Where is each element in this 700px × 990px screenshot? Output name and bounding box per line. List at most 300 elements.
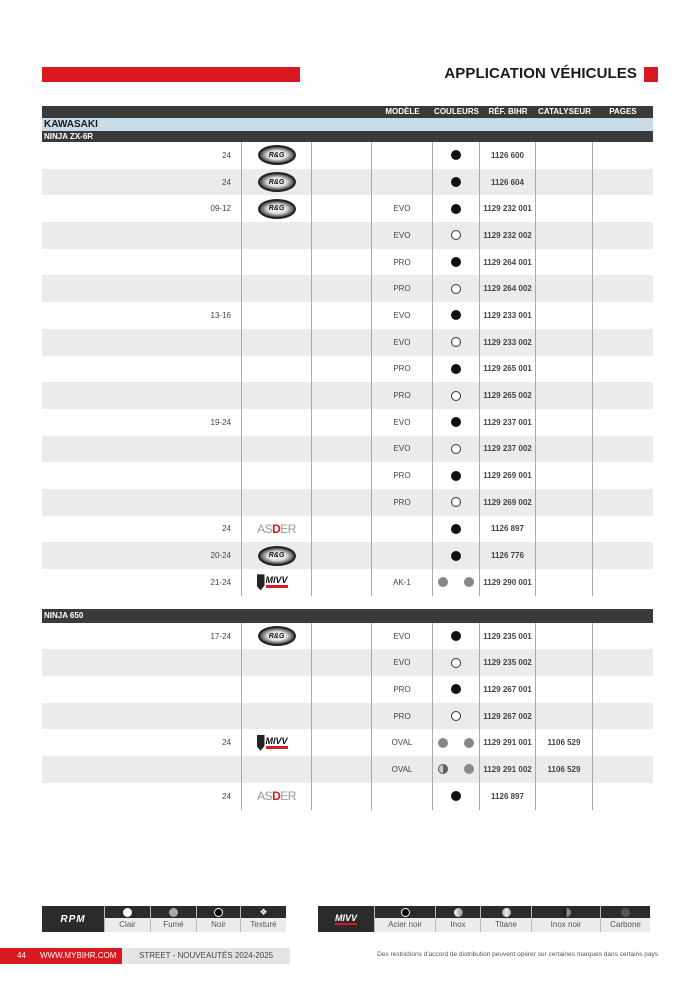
title-red-square [644, 67, 658, 82]
rg-logo: R&G [258, 546, 296, 566]
year-cell [42, 462, 242, 489]
legend-swatch [151, 906, 196, 918]
legend-swatch [481, 906, 531, 918]
year-cell: 24 [42, 516, 242, 543]
brand-logo-cell [242, 142, 312, 169]
table-row [42, 623, 653, 650]
colors-cell [433, 756, 480, 783]
ref-bihr-cell: 1129 264 002 [480, 275, 536, 302]
brand-logo-cell [242, 783, 312, 810]
page-title: APPLICATION VÉHICULES [444, 65, 637, 82]
table-row [42, 302, 653, 329]
catalyseur-cell [536, 569, 593, 596]
catalyseur-cell [536, 382, 593, 409]
legend-swatch [241, 906, 286, 918]
brand-logo-cell [242, 676, 312, 703]
color-dot-icon [438, 738, 448, 748]
pages-cell [593, 142, 653, 169]
color-dot-icon [451, 658, 461, 668]
color-dot-icon [451, 284, 461, 294]
color-dot-icon [451, 684, 461, 694]
catalyseur-cell [536, 329, 593, 356]
modele-cell [372, 783, 433, 810]
header-red-bar [42, 67, 300, 82]
inox-icon [454, 908, 463, 917]
legend-label: Fumé [151, 918, 196, 932]
carbone-icon [621, 908, 630, 917]
year-cell: 13-16 [42, 302, 242, 329]
table-row [42, 169, 653, 196]
ref-bihr-cell: 1129 233 002 [480, 329, 536, 356]
blank-cell [312, 516, 372, 543]
pages-cell [593, 542, 653, 569]
year-cell: 09-12 [42, 195, 242, 222]
brand-logo-cell [242, 542, 312, 569]
blank-cell [312, 142, 372, 169]
colors-cell [433, 783, 480, 810]
blank-cell [312, 569, 372, 596]
legend-label: Inox noir [532, 918, 600, 932]
pages-cell [593, 783, 653, 810]
color-dot-icon [451, 257, 461, 267]
pages-cell [593, 249, 653, 276]
ref-bihr-cell: 1126 776 [480, 542, 536, 569]
blank-cell [312, 542, 372, 569]
brand-logo-cell [242, 275, 312, 302]
modele-cell: EVO [372, 302, 433, 329]
modele-cell [372, 142, 433, 169]
rg-logo: R&G [258, 145, 296, 165]
year-cell [42, 703, 242, 730]
table-row [42, 356, 653, 383]
modele-cell: EVO [372, 195, 433, 222]
colors-cell [433, 329, 480, 356]
mivv-legend-logo: MIVV [318, 906, 374, 932]
legend-item [240, 906, 286, 932]
catalyseur-cell [536, 356, 593, 383]
modele-cell: AK-1 [372, 569, 433, 596]
modele-cell: EVO [372, 222, 433, 249]
asider-logo-part: AS [257, 789, 273, 804]
modele-cell: PRO [372, 676, 433, 703]
catalyseur-cell [536, 302, 593, 329]
year-cell [42, 356, 242, 383]
asider-logo-part: ER [280, 521, 296, 536]
pages-cell [593, 222, 653, 249]
mivv-logo [257, 734, 297, 752]
ref-bihr-cell: 1129 290 001 [480, 569, 536, 596]
catalyseur-cell [536, 169, 593, 196]
table-row [42, 142, 653, 169]
color-dot-icon [451, 150, 461, 160]
catalyseur-cell [536, 436, 593, 463]
year-cell [42, 649, 242, 676]
modele-cell: PRO [372, 703, 433, 730]
ref-bihr-cell: 1129 264 001 [480, 249, 536, 276]
colors-cell [433, 542, 480, 569]
blank-cell [312, 729, 372, 756]
modele-cell: PRO [372, 275, 433, 302]
mivv-shield-icon [257, 574, 265, 590]
colors-cell [433, 275, 480, 302]
colors-cell [433, 623, 480, 650]
colors-cell [433, 649, 480, 676]
year-cell [42, 275, 242, 302]
colors-cell [433, 302, 480, 329]
table-row [42, 729, 653, 756]
colors-cell [433, 569, 480, 596]
table-row [42, 649, 653, 676]
blank-cell [312, 356, 372, 383]
ref-bihr-cell: 1129 269 002 [480, 489, 536, 516]
year-cell [42, 382, 242, 409]
ref-bihr-cell: 1129 237 002 [480, 436, 536, 463]
legend-swatch [375, 906, 435, 918]
rg-logo: R&G [258, 199, 296, 219]
year-cell: 24 [42, 783, 242, 810]
brand-logo-cell [242, 703, 312, 730]
catalyseur-cell [536, 623, 593, 650]
brand-logo-cell [242, 169, 312, 196]
brand-logo-cell [242, 329, 312, 356]
legend-swatch [601, 906, 650, 918]
color-dot-icon [451, 417, 461, 427]
blank-cell [312, 222, 372, 249]
color-dot-icon [451, 497, 461, 507]
colors-cell [433, 382, 480, 409]
table-row [42, 382, 653, 409]
blank-cell [312, 756, 372, 783]
ref-bihr-cell: 1126 600 [480, 142, 536, 169]
blank-cell [312, 329, 372, 356]
legend-item [600, 906, 650, 932]
ref-bihr-cell: 1126 604 [480, 169, 536, 196]
legend-item [196, 906, 240, 932]
pages-cell [593, 756, 653, 783]
color-dot-icon [451, 391, 461, 401]
blank-cell [312, 409, 372, 436]
brand-logo-cell [242, 195, 312, 222]
table-row [42, 569, 653, 596]
catalyseur-cell: 1106 529 [536, 729, 593, 756]
color-dot-icon [451, 444, 461, 454]
brand-logo-cell [242, 356, 312, 383]
legend-item [104, 906, 150, 932]
blank-cell [312, 489, 372, 516]
col-ref: RÉF. BIHR [488, 107, 528, 116]
blank-cell [312, 249, 372, 276]
colors-cell [433, 195, 480, 222]
catalyseur-cell [536, 676, 593, 703]
color-dot-icon [464, 577, 474, 587]
pages-cell [593, 489, 653, 516]
modele-cell [372, 516, 433, 543]
colors-cell [433, 356, 480, 383]
year-cell [42, 676, 242, 703]
modele-cell: OVAL [372, 756, 433, 783]
titane-icon [502, 908, 511, 917]
year-cell: 19-24 [42, 409, 242, 436]
modele-cell: EVO [372, 436, 433, 463]
brand-logo-cell [242, 729, 312, 756]
colors-cell [433, 703, 480, 730]
table-row [42, 195, 653, 222]
footer-disclaimer: Des restrictions d'accord de distribution peuvent opérer sur certaines marques dans certains pays [377, 951, 658, 958]
ref-bihr-cell: 1129 291 002 [480, 756, 536, 783]
blank-cell [312, 302, 372, 329]
modele-cell: PRO [372, 489, 433, 516]
modele-cell: EVO [372, 649, 433, 676]
modele-cell: PRO [372, 249, 433, 276]
ref-bihr-cell: 1129 235 001 [480, 623, 536, 650]
pages-cell [593, 329, 653, 356]
legend-swatch [532, 906, 600, 918]
pages-cell [593, 516, 653, 543]
mivv-logo-text: MIVV [266, 737, 288, 749]
table-row [42, 516, 653, 543]
legend-item [531, 906, 600, 932]
catalyseur-cell [536, 489, 593, 516]
colors-cell [433, 169, 480, 196]
brand-bar: KAWASAKI [42, 118, 653, 131]
colors-cell [433, 729, 480, 756]
catalyseur-cell [536, 195, 593, 222]
colors-cell [433, 676, 480, 703]
color-dot-icon [451, 337, 461, 347]
pages-cell [593, 676, 653, 703]
rg-logo: R&G [258, 172, 296, 192]
pages-cell [593, 275, 653, 302]
color-dot-icon [451, 471, 461, 481]
legend-label: Titane [481, 918, 531, 932]
col-pages: PAGES [609, 107, 637, 116]
color-dot-icon [438, 764, 448, 774]
ref-bihr-cell: 1129 269 001 [480, 462, 536, 489]
fume-icon [169, 908, 178, 917]
ref-bihr-cell: 1129 237 001 [480, 409, 536, 436]
brand-logo-cell [242, 623, 312, 650]
colors-cell [433, 436, 480, 463]
modele-cell: PRO [372, 356, 433, 383]
colors-cell [433, 142, 480, 169]
col-modele: MODÈLE [385, 107, 420, 116]
colors-cell [433, 462, 480, 489]
blank-cell [312, 462, 372, 489]
acier-noir-icon [401, 908, 410, 917]
catalyseur-cell [536, 275, 593, 302]
color-dot-icon [451, 631, 461, 641]
table-row [42, 222, 653, 249]
asider-logo-part: D [272, 789, 281, 804]
noir-icon [214, 908, 223, 917]
legend-rpm [42, 906, 286, 932]
table-row [42, 436, 653, 463]
catalyseur-cell [536, 409, 593, 436]
legend-label: Noir [197, 918, 240, 932]
colors-cell [433, 409, 480, 436]
asider-logo-part: D [272, 521, 281, 536]
catalog-name: STREET - NOUVEAUTÉS 2024-2025 [122, 948, 290, 964]
year-cell: 24 [42, 169, 242, 196]
table-row [42, 249, 653, 276]
color-dot-icon [451, 204, 461, 214]
legend-label: Clair [105, 918, 150, 932]
website-link[interactable]: WWW.MYBIHR.COM [40, 951, 117, 960]
pages-cell [593, 649, 653, 676]
legend-label: Texturé [241, 918, 286, 932]
color-dot-icon [451, 711, 461, 721]
mivv-shield-icon [257, 735, 265, 751]
colors-cell [433, 489, 480, 516]
color-dot-icon [451, 551, 461, 561]
color-dot-icon [451, 791, 461, 801]
color-dot-icon [438, 577, 448, 587]
column-header-row [42, 106, 653, 118]
colors-cell [433, 249, 480, 276]
year-cell [42, 489, 242, 516]
inox-noir-icon [562, 908, 571, 917]
catalyseur-cell: 1106 529 [536, 756, 593, 783]
brand-logo-cell [242, 569, 312, 596]
brand-logo-cell [242, 409, 312, 436]
year-cell: 17-24 [42, 623, 242, 650]
brand-logo-cell [242, 436, 312, 463]
rg-logo: R&G [258, 626, 296, 646]
blank-cell [312, 623, 372, 650]
legend-swatch [197, 906, 240, 918]
catalyseur-cell [536, 142, 593, 169]
blank-cell [312, 783, 372, 810]
brand-logo-cell [242, 756, 312, 783]
catalyseur-cell [536, 462, 593, 489]
color-dot-icon [464, 764, 474, 774]
blank-cell [312, 169, 372, 196]
catalyseur-cell [536, 516, 593, 543]
modele-cell: OVAL [372, 729, 433, 756]
table-row [42, 756, 653, 783]
asider-logo-part: AS [257, 521, 273, 536]
brand-logo-cell [242, 249, 312, 276]
legend-item [435, 906, 480, 932]
catalyseur-cell [536, 222, 593, 249]
footer-red-block [0, 948, 122, 964]
pages-cell [593, 729, 653, 756]
brand-logo-cell [242, 489, 312, 516]
asider-logo [257, 522, 296, 536]
table-row [42, 783, 653, 810]
blank-cell [312, 382, 372, 409]
pages-cell [593, 623, 653, 650]
ref-bihr-cell: 1129 265 001 [480, 356, 536, 383]
pages-cell [593, 569, 653, 596]
ref-bihr-cell: 1126 897 [480, 516, 536, 543]
model-bar: NINJA ZX-6R [42, 131, 653, 142]
brand-logo-cell [242, 302, 312, 329]
modele-cell: PRO [372, 462, 433, 489]
year-cell: 20-24 [42, 542, 242, 569]
mivv-logo-text: MIVV [266, 576, 288, 588]
pages-cell [593, 169, 653, 196]
year-cell [42, 756, 242, 783]
ref-bihr-cell: 1129 235 002 [480, 649, 536, 676]
color-dot-icon [451, 364, 461, 374]
year-cell [42, 249, 242, 276]
color-dot-icon [451, 524, 461, 534]
modele-cell: EVO [372, 409, 433, 436]
legend-label: Acier noir [375, 918, 435, 932]
table-row [42, 489, 653, 516]
brand-logo-cell [242, 222, 312, 249]
color-dot-icon [451, 177, 461, 187]
pages-cell [593, 462, 653, 489]
catalyseur-cell [536, 649, 593, 676]
table-row [42, 275, 653, 302]
blank-cell [312, 649, 372, 676]
modele-cell: EVO [372, 623, 433, 650]
brand-logo-cell [242, 516, 312, 543]
brand-logo-cell [242, 382, 312, 409]
table-row [42, 676, 653, 703]
year-cell [42, 329, 242, 356]
col-catalyseur: CATALYSEUR [538, 107, 591, 116]
table-row [42, 462, 653, 489]
pages-cell [593, 436, 653, 463]
legend-item [150, 906, 196, 932]
legend-label: Carbone [601, 918, 650, 932]
ref-bihr-cell: 1129 232 001 [480, 195, 536, 222]
modele-cell [372, 169, 433, 196]
pages-cell [593, 302, 653, 329]
pages-cell [593, 382, 653, 409]
ref-bihr-cell: 1129 233 001 [480, 302, 536, 329]
year-cell: 21-24 [42, 569, 242, 596]
brand-logo-cell [242, 462, 312, 489]
year-cell: 24 [42, 729, 242, 756]
blank-cell [312, 676, 372, 703]
ref-bihr-cell: 1129 267 001 [480, 676, 536, 703]
ref-bihr-cell: 1129 232 002 [480, 222, 536, 249]
asider-logo-part: ER [280, 789, 296, 804]
table-row [42, 542, 653, 569]
col-couleurs: COULEURS [434, 107, 479, 116]
colors-cell [433, 516, 480, 543]
blank-cell [312, 436, 372, 463]
catalyseur-cell [536, 249, 593, 276]
texture-icon: ❖ [259, 906, 268, 917]
catalyseur-cell [536, 703, 593, 730]
ref-bihr-cell: 1129 291 001 [480, 729, 536, 756]
rpm-logo: RPM [42, 906, 104, 932]
pages-cell [593, 356, 653, 383]
clair-icon [123, 908, 132, 917]
color-dot-icon [451, 230, 461, 240]
legend-swatch [105, 906, 150, 918]
legend-label: Inox [436, 918, 480, 932]
modele-cell: PRO [372, 382, 433, 409]
legend-item [480, 906, 531, 932]
blank-cell [312, 703, 372, 730]
model-bar: NINJA 650 [42, 609, 653, 623]
ref-bihr-cell: 1126 897 [480, 783, 536, 810]
pages-cell [593, 703, 653, 730]
color-dot-icon [464, 738, 474, 748]
vehicle-application-table [42, 106, 653, 810]
catalyseur-cell [536, 783, 593, 810]
pages-cell [593, 409, 653, 436]
page-number: 44 [17, 951, 26, 960]
mivv-logo [257, 573, 297, 591]
modele-cell: EVO [372, 329, 433, 356]
